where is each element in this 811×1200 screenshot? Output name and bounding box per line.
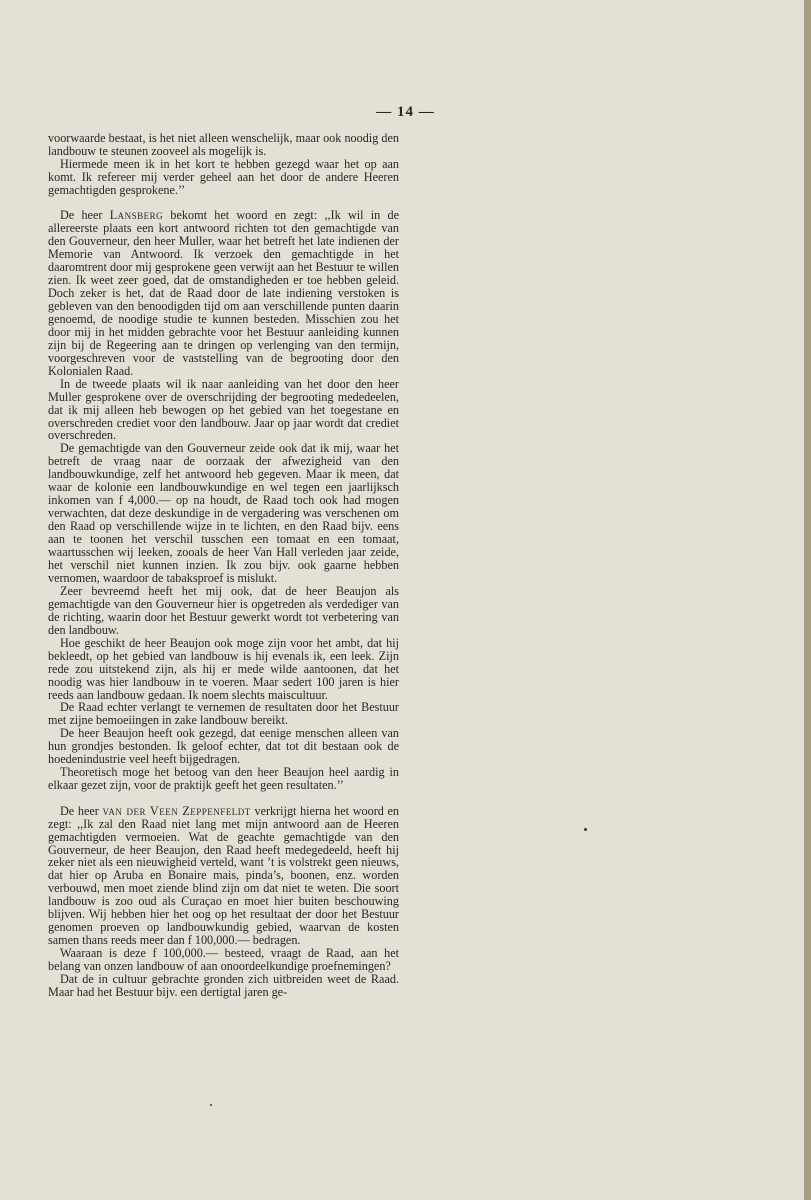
text-column [48,132,399,999]
paragraph-text: Hoe geschikt de heer Beaujon ook moge zijn voor het ambt, dat hij bekleedt, op het gebied van landbouw is hij evenals ik, een leek. Zijn rede zou uitstekend zijn, als hij er mede wilde aantoonen, dat het noodig was hier landbouw in te voeren. Maar sedert 100 jaren is hier reeds aan landbouw gedaan. Ik noem slechts maiscultuur. [48,635,399,702]
paragraph [48,132,399,158]
speaker-name: van der Veen Zeppenfeldt [102,803,251,818]
speaker-intro: De heer [60,803,99,818]
paragraph-text: Theoretisch moge het betoog van den heer Beaujon heel aardig in elkaar gezet zijn, voor de praktijk geeft het geen resultaten.’’ [48,765,399,793]
paragraph-text: voorwaarde bestaat, is het niet alleen wenschelijk, maar ook noodig den landbouw te steunen zooveel als mogelijk is. [48,131,399,158]
paragraph-text: Waaraan is deze f 100,000.— besteed, vraagt de Raad, aan het belang van onzen landbouw of aan onoordeelkundige proefnemingen? [48,946,399,974]
paragraph [48,973,399,999]
paragraph [48,585,399,637]
page-edge [804,0,811,1200]
paragraph-text: De Raad echter verlangt te vernemen de resultaten door het Bestuur met zijne bemoeiingen in zake landbouw bereikt. [48,700,399,728]
page-number: — 14 — [376,104,435,120]
paragraph [48,442,399,584]
paragraph-text: De heer Beaujon heeft ook gezegd, dat eenige menschen alleen van hun grondjes bestonden. Ik geloof echter, dat tot dit bestaan ook de hoedenindustrie veel heeft bijgedragen. [48,726,399,767]
paragraph-text: Zeer bevreemd heeft het mij ook, dat de heer Beaujon als gemachtigde van den Gouverneur hier is opgetreden als verdediger van de richting, waarin door het Bestuur gewerkt wordt tot verbetering van den landbouw. [48,583,399,637]
paragraph-text: bekomt het woord en zegt: ,,Ik wil in de allereerste plaats een kort antwoord richten tot den gemachtigde van den Gouverneur, den heer Muller, waar het betreft het late indienen der Memorie van Antwoord. Ik verzoek den gemachtigde in het daaromtrent door mij gesprokene geen verwijt aan het Bestuur te willen zien. Ik weet zeer goed, dat de omstandigheden er toe hebben geleid. Doch zeker is het, dat de Raad door de late indiening verstoken is gebleven van den benoodigden tijd om aan verschillende punten daarin genoemd, de noodige studie te kunnen besteden. Misschien zou het door mij in het midden gebrachte voor het Bestuur aanleiding kunnen zijn bij de Regeering aan te dringen op verlenging van den termijn, voorgeschreven voor de vaststelling van de begrooting door den Kolonialen Raad. [48,208,400,378]
paragraph-text: De gemachtigde van den Gouverneur zeide ook dat ik mij, waar het betreft de vraag naar de oorzaak der afwezigheid van den landbouwkundige, zelf het antwoord heb gegeven. Maar ik meen, dat waar de kolonie een landbouwkundige en wel tegen een jaarlijksch inkomen van f 4,000.— op na houdt, de Raad toch ook had mogen verwachten, dat deze deskundige in de vergadering was verschenen om den Raad op verschillende wijze in te lichten, en den Raad bijv. eens aan te toonen het verschil tusschen een tomaat en een tomaat, waartusschen wij leeken, zooals de heer Van Hall verleden jaar zeide, het verschil niet kunnen inzien. Ik zou bijv. ook gaarne hebben vernomen, waardoor de tabaksproef is mislukt. [48,441,399,585]
speaker-paragraph [48,209,399,377]
speaker-name: Lansberg [109,208,164,223]
paragraph [48,701,399,727]
paragraph [48,766,399,792]
paragraph-text: Dat de in cultuur gebrachte gronden zich uitbreiden weet de Raad. Maar had het Bestuur bijv. een dertigtal jaren ge- [48,972,399,999]
paragraph [48,158,399,197]
paragraph-text: In de tweede plaats wil ik naar aanleiding van het door den heer Muller gesprokene over de overschrijding der begrooting mededeelen, dat ik mij alleen heb bewogen op het gebied van het toegestane en overschreden crediet voor den landbouw. Jaar op jaar wordt dat crediet overschreden. [48,376,399,443]
speaker-paragraph [48,805,399,947]
speaker-intro: De heer [60,208,103,223]
paragraph-text: verkrijgt hierna het woord en zegt: ,,Ik zal den Raad niet lang met mijn antwoord aan de Heeren gemachtigden vermoeien. Wat de geachte gemachtigde van den Gouverneur, de heer Beaujon, den Raad heeft medegedeeld, heeft hij zeker niet als een nieuwigheid verteld, want ’t is volstrekt geen nieuws, dat hier op Aruba en Bonaire mais, pinda’s, boonen, enz. worden verbouwd, men moet ziende blind zijn om dat niet te weten. Die soort landbouw is zoo oud als Curaçao en moet hier buiten beschouwing blijven. Wij hebben hier het oog op het resultaat der door het Bestuur genomen proeven op landbouwkundig gebied, waarvan de kosten samen thans reeds meer dan f 100,000.— bedragen. [48,803,400,948]
paragraph [48,378,399,443]
paragraph-text: Hiermede meen ik in het kort te hebben gezegd waar het op aan komt. Ik refereer mij verder geheel aan het door de andere Heeren gemachtigden gesprokene.’’ [48,156,399,197]
paragraph [48,637,399,702]
paragraph [48,727,399,766]
paragraph [48,947,399,973]
paper-speck [584,828,587,831]
paper-speck [210,1104,212,1106]
